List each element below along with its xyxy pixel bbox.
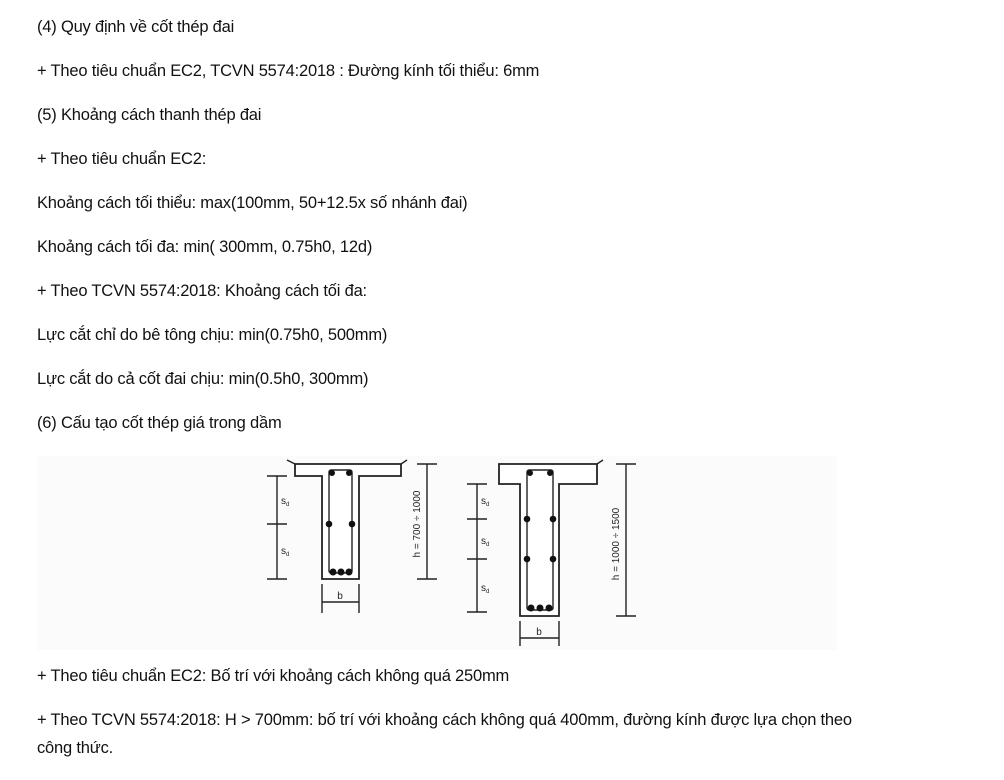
right-height-label: h = 1000 ÷ 1500 — [611, 507, 622, 581]
right-spacing-label-3: $s_d$ — [481, 583, 490, 595]
paragraph-tcvn-heading: + Theo TCVN 5574:2018: Khoảng cách tối đa: — [37, 282, 367, 300]
right-width-label: b — [536, 627, 542, 638]
paragraph-6-title: (6) Cấu tạo cốt thép giá trong dầm — [37, 414, 282, 432]
paragraph-concrete-shear: Lực cắt chỉ do bê tông chịu: min(0.75h0, 500mm) — [37, 326, 388, 344]
left-height-label: h = 700 ÷ 1000 — [412, 490, 423, 558]
right-spacing-label-2: $s_d$ — [481, 536, 490, 548]
beam-sections-diagram — [37, 456, 837, 650]
paragraph-ec2-arrangement: + Theo tiêu chuẩn EC2: Bố trí với khoảng cách không quá 250mm — [37, 667, 510, 685]
left-spacing-label-1: $s_d$ — [281, 496, 290, 508]
left-spacing-label-2: $s_d$ — [281, 546, 290, 558]
paragraph-5-title: (5) Khoảng cách thanh thép đai — [37, 106, 262, 124]
paragraph-tcvn-arrangement: + Theo TCVN 5574:2018: H > 700mm: bố trí với khoảng cách không quá 400mm, đường kính được lựa chọn theo công thức. — [37, 711, 852, 757]
beam-section-figure — [37, 456, 837, 650]
right-beam-section — [499, 460, 603, 616]
right-spacing-label-1: $s_d$ — [481, 496, 490, 508]
left-spacing-dimension — [267, 476, 290, 579]
paragraph-min-spacing: Khoảng cách tối thiểu: max(100mm, 50+12.5x số nhánh đai) — [37, 194, 468, 212]
paragraph-ec2-tcvn-diameter: + Theo tiêu chuẩn EC2, TCVN 5574:2018 : Đường kính tối thiểu: 6mm — [37, 62, 540, 80]
paragraph-stirrup-shear: Lực cắt do cả cốt đai chịu: min(0.5h0, 300mm) — [37, 370, 369, 388]
left-width-label: b — [337, 591, 343, 602]
paragraph-max-spacing: Khoảng cách tối đa: min( 300mm, 0.75h0, 12d) — [37, 238, 373, 256]
paragraph-4-title: (4) Quy định về cốt thép đai — [37, 18, 235, 36]
paragraph-ec2-heading: + Theo tiêu chuẩn EC2: — [37, 150, 207, 168]
left-beam-section — [287, 460, 407, 579]
